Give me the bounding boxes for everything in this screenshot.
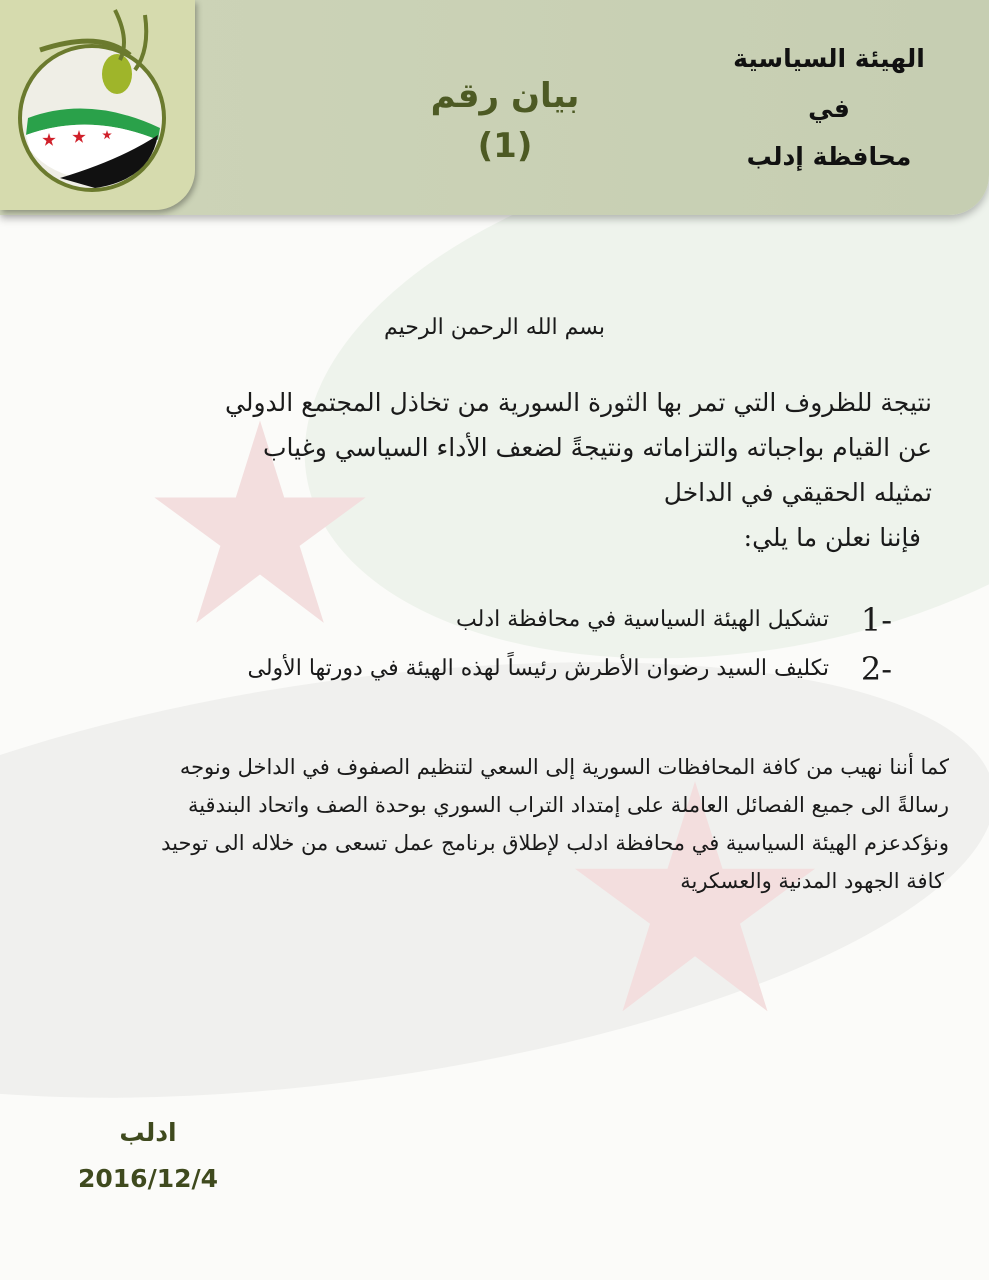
statement-title: بيان رقم (430, 76, 580, 116)
list-item: تكليف السيد رضوان الأطرش رئيساً لهذه الهيئة في دورتها الأولى (247, 656, 829, 681)
list-item: تشكيل الهيئة السياسية في محافظة ادلب (456, 607, 829, 632)
intro-line: فإننا نعلن ما يلي: (743, 523, 921, 552)
list-number: 2- (860, 650, 892, 688)
footer-date: 2016/12/4 (77, 1164, 219, 1193)
intro-line: تمثيله الحقيقي في الداخل (663, 478, 932, 507)
org-name-line3: محافظة إدلب (746, 142, 912, 171)
basmala: بسم الله الرحمن الرحيم (383, 315, 606, 340)
footer-place: ادلب (119, 1118, 177, 1147)
intro-line: عن القيام بواجباته والتزاماته ونتيجةً لضعف الأداء السياسي وغياب (262, 433, 932, 462)
logo-panel (0, 0, 195, 210)
org-name-line2: في (808, 94, 850, 123)
org-name-line1: الهيئة السياسية (733, 44, 925, 73)
closing-line: كما أننا نهيب من كافة المحافظات السورية إلى السعي لتنظيم الصفوف في الداخل ونوجه (179, 755, 949, 779)
intro-line: نتيجة للظروف التي تمر بها الثورة السورية من تخاذل المجتمع الدولي (225, 388, 932, 417)
closing-line: رسالةً الى جميع الفصائل العاملة على إمتداد التراب السوري بوحدة الصف واتحاد البندقية (187, 793, 949, 817)
organization-logo (0, 0, 195, 210)
closing-line: كافة الجهود المدنية والعسكرية (680, 869, 944, 893)
list-number: 1- (860, 601, 892, 639)
statement-number: (1) (477, 126, 533, 166)
closing-line: ونؤكدعزم الهيئة السياسية في محافظة ادلب لإطلاق برنامج عمل تسعى من خلاله الى توحيد (161, 831, 949, 855)
